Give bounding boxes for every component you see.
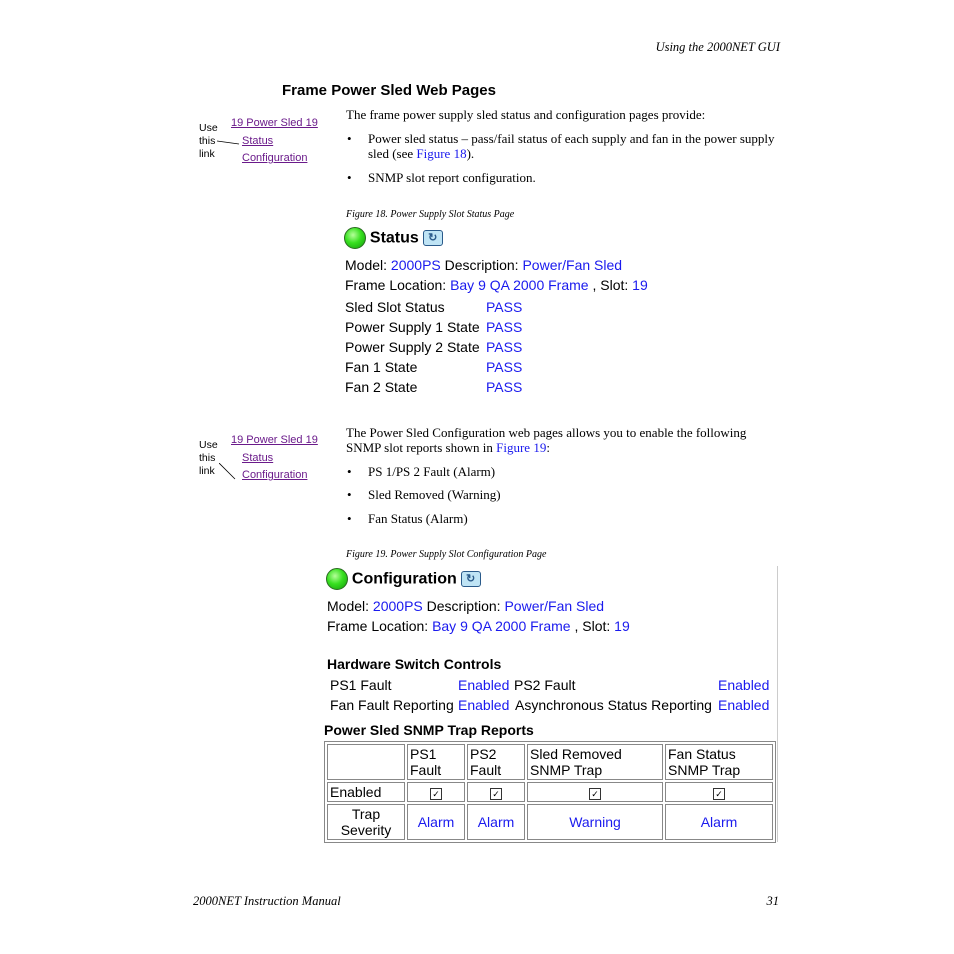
header-line: SNMP Trap [530,762,603,778]
model-label: Model: [327,598,370,614]
status-label: Sled Slot Status [345,299,445,315]
checkbox-cell [665,782,773,802]
table-row-enabled [327,782,773,802]
pointer-line [219,463,237,481]
configuration-title: Configuration [351,570,457,588]
ps1-enabled-checkbox[interactable]: ✓ [430,788,442,800]
model-value: 2000PS [390,257,441,273]
table-header-row [327,744,773,780]
status-title: Status [369,229,419,247]
model-value: 2000PS [372,598,423,614]
page-number: 31 [766,894,779,908]
figure-19-caption: Figure 19. Power Supply Slot Configuration Page [346,549,547,560]
bullet-item: • SNMP slot report configuration. [346,170,786,185]
status-value: PASS [486,319,523,335]
paragraph-text: : [546,440,550,455]
slot-label: , Slot: [592,277,629,293]
refresh-icon[interactable]: ↻ [461,571,481,587]
refresh-icon[interactable]: ↻ [423,230,443,246]
header-line: Fault [410,762,442,778]
header-line: Fault [470,762,502,778]
checkbox-cell [527,782,663,802]
nav-link-configuration[interactable]: Configuration [242,469,308,481]
header-line: SNMP Trap [668,762,741,778]
description-label: Description: [426,598,501,614]
severity-line: Severity [340,822,392,838]
header-cell-ps1 [407,744,465,780]
description-value: Power/Fan Sled [504,598,605,614]
nav-link-status[interactable]: Status [242,452,274,464]
model-line [345,257,622,273]
bullet-list-2 [346,464,766,526]
severity-value[interactable]: Warning [527,804,663,840]
link-label: link [199,465,215,477]
status-label: Fan 1 State [345,359,418,375]
nav-link-status[interactable]: Status [242,135,274,147]
configuration-panel [323,566,778,842]
this-label: this [199,452,216,464]
header-line: PS2 [470,746,497,762]
ps1-fault-label: PS1 Fault [330,677,392,693]
description-value: Power/Fan Sled [522,257,623,273]
severity-value[interactable]: Alarm [467,804,525,840]
frame-location-value: Bay 9 QA 2000 Frame [450,277,589,293]
slot-value: 19 [614,618,630,634]
hardware-switch-title: Hardware Switch Controls [327,656,502,672]
bullet-item: • PS 1/PS 2 Fault (Alarm) [346,464,766,479]
ps2-enabled-checkbox[interactable]: ✓ [490,788,502,800]
fan-fault-value: Enabled [458,697,510,713]
paragraph-text: The Power Sled Configuration web pages allows you to enable the following SNMP slot reports shown in [346,425,747,455]
bullet-list-1 [346,131,786,185]
trap-reports-title: Power Sled SNMP Trap Reports [324,722,534,738]
section-title: Frame Power Sled Web Pages [282,82,496,99]
intro-paragraph: The frame power supply sled status and configuration pages provide: [346,107,706,122]
slot-label: , Slot: [574,618,611,634]
description-label: Description: [444,257,519,273]
trap-reports-table [324,741,776,843]
fan-status-enabled-checkbox[interactable]: ✓ [713,788,725,800]
enabled-label: Enabled [327,782,405,802]
header-line: Sled Removed [530,746,622,762]
slot-value: 19 [632,277,648,293]
footer-manual-title: 2000NET Instruction Manual [193,894,341,908]
figure-18-caption: Figure 18. Power Supply Slot Status Page [346,209,515,220]
frame-location-line [327,618,630,634]
trap-severity-label [327,804,405,840]
frame-location-value: Bay 9 QA 2000 Frame [432,618,571,634]
async-status-label: Asynchronous Status Reporting [515,697,712,713]
status-value: PASS [486,379,523,395]
pointer-line [217,136,241,148]
empty-header-cell [327,744,405,780]
status-led-icon [326,568,348,590]
frame-location-label: Frame Location: [345,277,447,293]
status-led-icon [344,227,366,249]
header-line: PS1 [410,746,437,762]
figure-18-link[interactable]: Figure 18 [416,146,467,161]
bullet-text: Power sled status – pass/fail status of each supply and fan in the power supply sled (see [368,131,775,161]
status-value: PASS [486,339,523,355]
figure-19-link[interactable]: Figure 19 [496,440,547,455]
model-line [327,598,604,614]
status-heading [344,226,443,249]
running-header: Using the 2000NET GUI [655,40,780,54]
status-label: Power Supply 2 State [345,339,480,355]
config-paragraph [346,425,766,455]
model-label: Model: [345,257,388,273]
severity-line: Trap [351,806,381,822]
status-label: Power Supply 1 State [345,319,480,335]
header-line: Fan Status [668,746,736,762]
bullet-item: • Fan Status (Alarm) [346,511,766,526]
async-status-value: Enabled [718,697,770,713]
ps2-fault-value: Enabled [718,677,770,693]
table-row-severity [327,804,773,840]
checkbox-cell [467,782,525,802]
bullet-text: ). [466,146,475,161]
header-cell-ps2 [467,744,525,780]
status-value: PASS [486,359,523,375]
link-label: link [199,148,215,160]
fan-fault-label: Fan Fault Reporting [330,697,454,713]
header-cell-fan-status [665,744,773,780]
severity-value[interactable]: Alarm [407,804,465,840]
status-label: Fan 2 State [345,379,418,395]
this-label: this [199,135,216,147]
header-cell-sled-removed [527,744,663,780]
sled-removed-enabled-checkbox[interactable]: ✓ [589,788,601,800]
nav-link-power-sled[interactable]: 19 Power Sled 19 [231,117,318,129]
nav-link-power-sled[interactable]: 19 Power Sled 19 [231,434,318,446]
use-label: Use [199,439,218,451]
use-label: Use [199,122,218,134]
status-value: PASS [486,299,523,315]
severity-value[interactable]: Alarm [665,804,773,840]
ps1-fault-value: Enabled [458,677,510,693]
sidebar-nav-hint-1 [199,116,339,168]
bullet-item [346,131,786,161]
frame-location-label: Frame Location: [327,618,429,634]
status-panel [344,226,764,402]
configuration-heading [326,567,481,590]
ps2-fault-label: PS2 Fault [514,677,576,693]
bullet-item: • Sled Removed (Warning) [346,487,766,502]
sidebar-nav-hint-2 [199,433,339,485]
frame-location-line [345,277,648,293]
nav-link-configuration[interactable]: Configuration [242,152,308,164]
checkbox-cell [407,782,465,802]
